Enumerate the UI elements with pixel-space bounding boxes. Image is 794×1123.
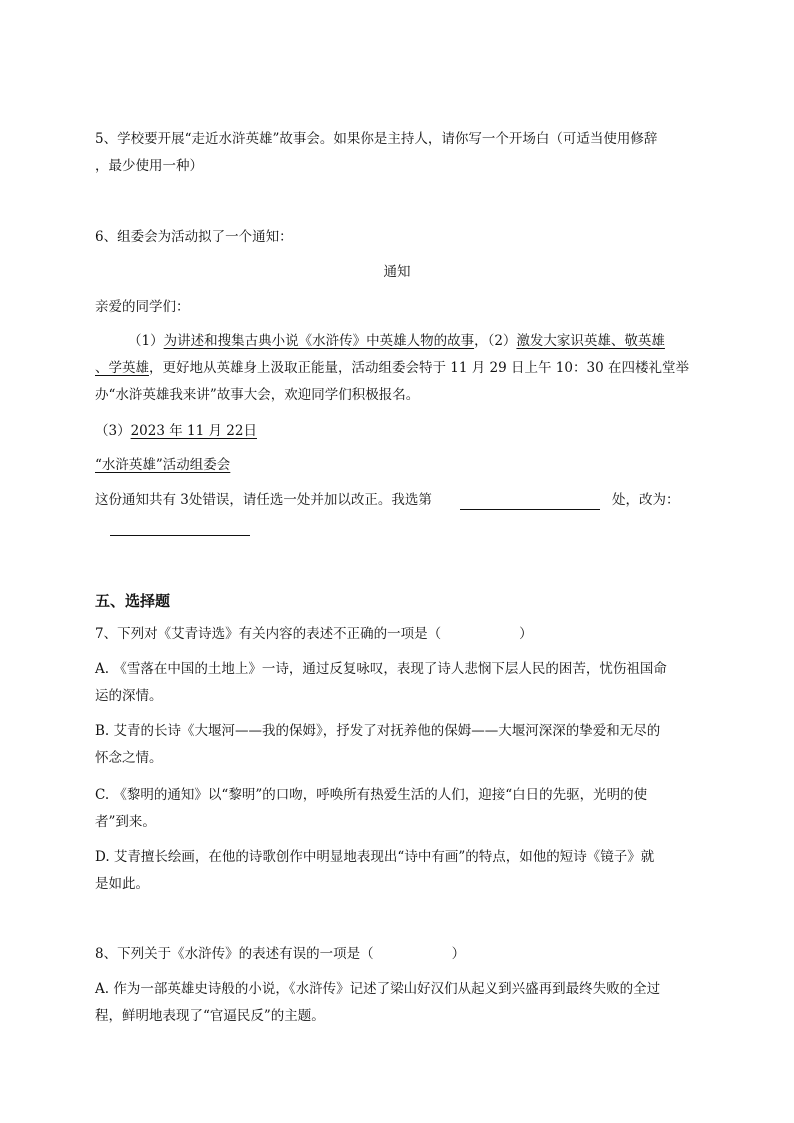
error-marker-1: （1）: [128, 333, 164, 349]
notice-signature: “水浒英雄”活动组委会: [95, 457, 231, 473]
notice-body-line-1: [128, 331, 665, 351]
q6-task-prefix: 这份通知共有 3处错误，请任选一处并加以改正。我选第: [95, 492, 432, 508]
error-sentence-2-cont: 、学英雄: [95, 360, 149, 376]
q7-stem-text: 7、下列对《艾青诗选》有关内容的表述不正确的一项是（: [95, 626, 442, 642]
q5-line-1: 5、学校要开展“走近水浒英雄”故事会。如果你是主持人，请你写一个开场白（可适当使用修辞: [95, 131, 658, 147]
notice-body-text: ，更好地从英雄身上汲取正能量，活动组委会特于 11 月 29 日上午 10：30 在四楼礼堂举: [149, 360, 689, 376]
q8-option-a-line-2: 程，鲜明地表现了“官逼民反”的主题。: [95, 1008, 325, 1024]
notice-title: 通知: [383, 264, 411, 280]
answer-blank-choice[interactable]: [460, 509, 600, 510]
q7-option-d-line-2: 是如此。: [95, 876, 149, 892]
q7-option-d-line-1: D. 艾青擅长绘画，在他的诗歌创作中明显地表现出“诗中有画”的特点，如他的短诗《镜子》就: [95, 849, 655, 865]
q8-option-a-line-1: A. 作为一部英雄史诗般的小说，《水浒传》记述了梁山好汉们从起义到兴盛再到最终失败的全过: [95, 981, 661, 997]
q7-stem-close: ）: [519, 626, 533, 642]
q7-option-b-line-1: B. 艾青的长诗《大堰河——我的保姆》，抒发了对抚养他的保姆——大堰河深深的挚爱和无尽的: [95, 723, 661, 739]
error-date: 2023 年 11 月 22日: [130, 423, 257, 439]
q8-stem: [95, 944, 465, 964]
q7-option-b-line-2: 怀念之情。: [95, 750, 163, 766]
q7-stem: [95, 624, 533, 644]
q7-option-c-line-2: 者”到来。: [95, 814, 156, 830]
error-sentence-2: 激发大家识英雄、敬英雄: [516, 333, 665, 349]
error-sentence-1: 为讲述和搜集古典小说《水浒传》中英雄人物的故事: [163, 333, 475, 349]
answer-blank-correction[interactable]: [110, 535, 250, 536]
notice-greeting: 亲爱的同学们：: [95, 299, 190, 315]
q8-stem-close: ）: [451, 946, 466, 962]
error-marker-2: ，（2）: [474, 333, 517, 349]
notice-body-line-3: 办“水浒英雄我来讲”故事大会，欢迎同学们积极报名。: [95, 387, 420, 403]
q8-stem-text: 8、下列关于《水浒传》的表述有误的一项是（: [95, 946, 374, 962]
notice-date: [95, 421, 257, 441]
section-heading: 五、选择题: [95, 592, 171, 610]
q6-intro: 6、组委会为活动拟了一个通知：: [95, 229, 293, 245]
error-marker-3: （3）: [95, 423, 131, 439]
q7-option-a-line-1: A. 《雪落在中国的土地上》一诗，通过反复咏叹，表现了诗人悲悯下层人民的困苦，忧伤祖国命: [95, 661, 667, 677]
q6-task-suffix: 处，改为：: [612, 492, 680, 508]
notice-body-line-2: [95, 358, 689, 378]
q7-option-c-line-1: C. 《黎明的通知》以“黎明”的口吻，呼唤所有热爱生活的人们，迎接“白日的先驱，光明的使: [95, 787, 648, 803]
q5-line-2: ，最少使用一种）: [95, 158, 203, 174]
q7-option-a-line-2: 运的深情。: [95, 688, 163, 704]
